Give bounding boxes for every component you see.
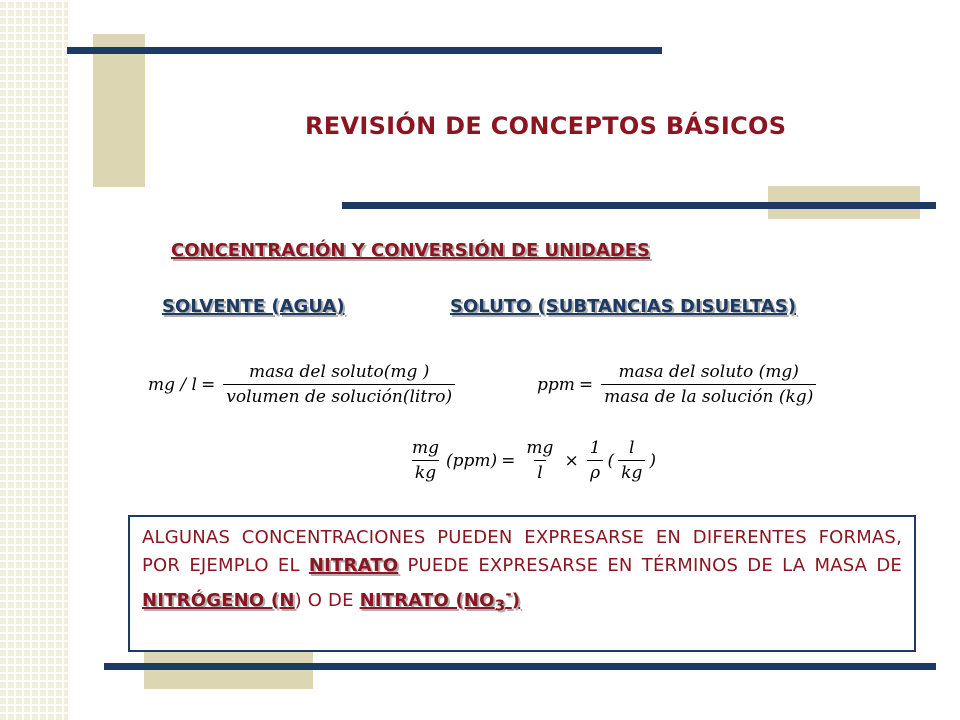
formula1-equals: = <box>200 374 216 395</box>
solvente-label: SOLVENTE (AGUA) <box>162 296 345 317</box>
formula3-close-paren: ) <box>649 450 656 471</box>
formula-ppm <box>537 362 820 407</box>
formula1-numerator: masa del soluto(mg ) <box>249 362 430 382</box>
formula2-fraction <box>601 362 816 407</box>
formula3-f4-numerator: l <box>629 438 635 458</box>
decor-bar-bottom <box>104 663 936 670</box>
formula3-open-paren: ( <box>607 450 615 471</box>
formula-mg-per-l <box>148 362 459 407</box>
decor-block-top-left <box>93 34 145 187</box>
nitrogeno-highlight: NITRÓGENO (N <box>142 590 295 611</box>
body-text-part1: ALGUNAS CONCENTRACIONES PUEDEN EXPRESARSE EN DIFERENTES FORMAS, POR EJEMPLO EL <box>142 527 902 576</box>
decor-bar-middle <box>342 202 936 209</box>
formula3-fraction-mg-l <box>523 438 556 483</box>
nitrato-highlight: NITRATO <box>308 555 399 576</box>
nitrato-ion-highlight <box>359 585 521 615</box>
formula3-f3-numerator: 1 <box>589 438 601 458</box>
soluto-label: SOLUTO (SUBTANCIAS DISUELTAS) <box>450 296 797 317</box>
formula3-fraction-mg-kg <box>409 438 442 483</box>
formula3-f1-numerator: mg <box>412 438 440 458</box>
section-subtitle: CONCENTRACIÓN Y CONVERSIÓN DE UNIDADES <box>171 240 650 261</box>
formula3-fraction-1-rho <box>587 438 604 483</box>
formula3-f4-denominator: kg <box>618 460 645 483</box>
formula3-fraction-l-kg <box>618 438 645 483</box>
nitrato-ion-subscript: 3 <box>494 596 506 615</box>
formula1-fraction <box>223 362 455 407</box>
formula2-equals: = <box>578 374 594 395</box>
formula3-times: × <box>564 450 579 471</box>
formula3-f3-denominator: ρ <box>587 460 603 483</box>
nitrato-ion-prefix: NITRATO (NO <box>359 590 495 611</box>
formula1-lhs: mg / l <box>148 374 197 395</box>
body-text-part2: PUEDE EXPRESARSE EN TÉRMINOS DE LA MASA DE <box>398 555 903 576</box>
slide-title: REVISIÓN DE CONCEPTOS BÁSICOS <box>305 112 787 140</box>
left-stripe-decoration <box>0 0 68 720</box>
body-text-part3: ) O DE <box>294 590 360 611</box>
formula3-ppm: (ppm) <box>446 450 498 471</box>
decor-bar-top <box>67 47 662 54</box>
nitrato-ion-superscript: - <box>505 585 512 603</box>
formula3-f1-denominator: kg <box>412 460 439 483</box>
formula1-denominator: volumen de solución(litro) <box>223 384 455 407</box>
formula3-f2-numerator: mg <box>526 438 554 458</box>
formula-conversion <box>405 438 656 483</box>
formula3-f2-denominator: l <box>534 460 545 483</box>
explanation-textbox <box>128 515 916 652</box>
nitrato-ion-suffix: ) <box>511 590 521 611</box>
formula3-equals: = <box>501 450 516 471</box>
formula2-lhs: ppm <box>537 374 575 395</box>
formula2-numerator: masa del soluto (mg) <box>618 362 799 382</box>
formula2-denominator: masa de la solución (kg) <box>601 384 816 407</box>
